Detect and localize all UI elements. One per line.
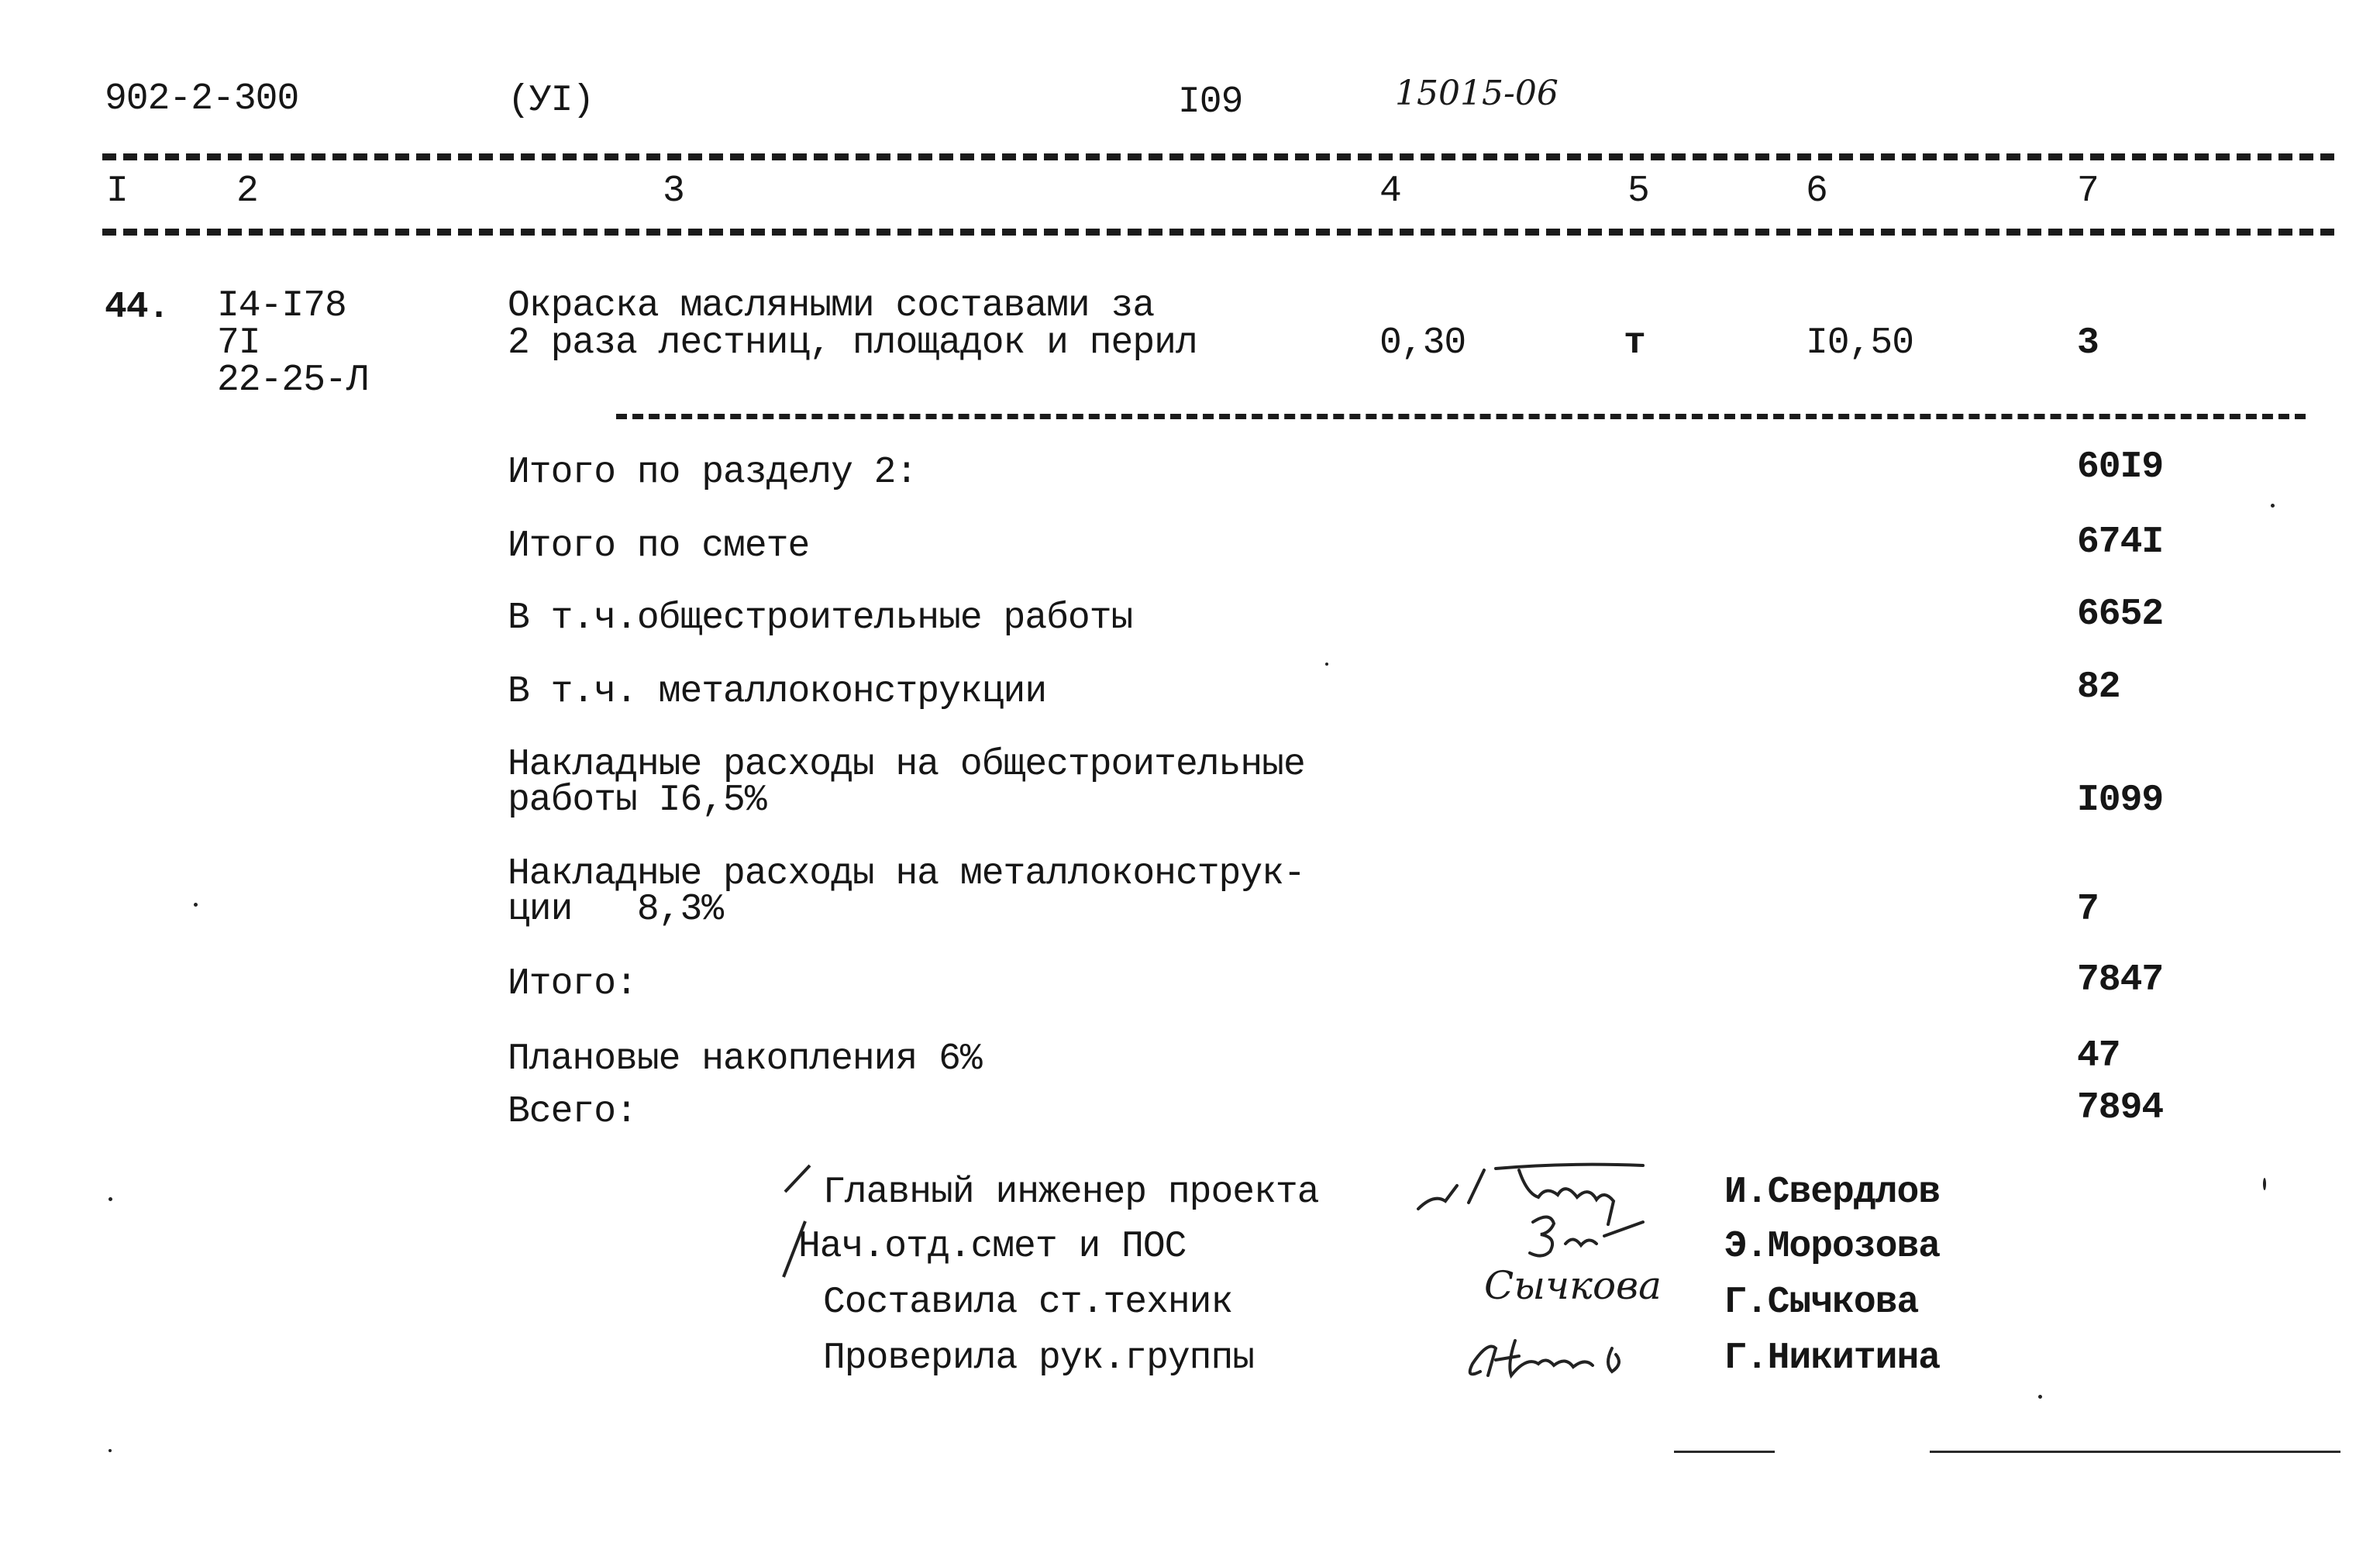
summary-label-section-total: Итого по разделу 2: bbox=[508, 452, 918, 494]
col-header-2: 2 bbox=[236, 170, 258, 212]
summary-value-overhead-general: I099 bbox=[2077, 780, 2164, 821]
summary-label-overhead-general-1: Накладные расходы на общестроительные bbox=[508, 744, 1305, 786]
summary-label-planned-savings: Плановые накопления 6% bbox=[508, 1038, 982, 1080]
summary-value-overhead-metal: 7 bbox=[2077, 889, 2099, 931]
item-code-3: 22-25-Л bbox=[217, 360, 368, 401]
scan-speck bbox=[2271, 504, 2275, 508]
col-header-1: I bbox=[106, 170, 128, 212]
summary-label-overhead-metal-1: Накладные расходы на металлоконструк- bbox=[508, 853, 1305, 895]
signature-name-nikitina: Г.Никитина bbox=[1724, 1337, 1941, 1379]
handwritten-number: 15015-06 bbox=[1395, 74, 1559, 113]
page-number: I09 bbox=[1178, 81, 1243, 123]
signature-name-sverdlov: И.Свердлов bbox=[1724, 1172, 1941, 1213]
summary-label-general-works: В т.ч.общестроительные работы bbox=[508, 597, 1133, 639]
summary-label-estimate-total: Итого по смете bbox=[508, 525, 810, 567]
item-code-2: 7I bbox=[217, 322, 260, 364]
summary-value-subtotal: 7847 bbox=[2077, 959, 2164, 1001]
summary-value-grand-total: 7894 bbox=[2077, 1087, 2164, 1129]
col-header-3: 3 bbox=[663, 170, 684, 212]
summary-value-section-total: 60I9 bbox=[2077, 446, 2164, 488]
item-quantity: 0,30 bbox=[1379, 322, 1466, 364]
summary-label-overhead-metal-2: ции 8,3% bbox=[508, 889, 724, 931]
header-top-rule bbox=[102, 153, 2334, 160]
item-bottom-rule bbox=[616, 414, 2306, 419]
bottom-rule-left bbox=[1674, 1451, 1775, 1453]
summary-label-overhead-general-2: работы I6,5% bbox=[508, 780, 766, 821]
item-unit: т bbox=[1624, 322, 1645, 364]
summary-value-planned-savings: 47 bbox=[2077, 1035, 2120, 1077]
item-code-1: I4-I78 bbox=[217, 285, 346, 327]
col-header-4: 4 bbox=[1379, 170, 1401, 212]
summary-label-grand-total: Всего: bbox=[508, 1091, 637, 1133]
summary-label-subtotal: Итого: bbox=[508, 963, 637, 1005]
item-total: 3 bbox=[2077, 322, 2099, 364]
bottom-rule-right bbox=[1930, 1451, 2340, 1453]
document-code: 902-2-300 bbox=[105, 78, 299, 120]
col-header-5: 5 bbox=[1627, 170, 1649, 212]
item-number: 44. bbox=[105, 287, 170, 329]
section-label: (УI) bbox=[508, 80, 594, 122]
summary-value-metal: 82 bbox=[2077, 666, 2120, 708]
scan-speck bbox=[2038, 1395, 2042, 1399]
scan-speck bbox=[108, 1197, 112, 1201]
signature-role-checked-by: Проверила рук.группы bbox=[823, 1337, 1255, 1379]
summary-value-estimate-total: 674I bbox=[2077, 522, 2164, 563]
scan-speck bbox=[2263, 1178, 2266, 1190]
header-bottom-rule bbox=[102, 229, 2334, 236]
signature-sychkova: Сычкова bbox=[1484, 1263, 1662, 1308]
summary-value-general-works: 6652 bbox=[2077, 594, 2164, 635]
signature-role-head-of-department: Нач.отд.смет и ПОС bbox=[798, 1226, 1187, 1268]
item-description-line-2: 2 раза лестниц, площадок и перил bbox=[508, 322, 1197, 364]
scan-speck bbox=[1325, 663, 1328, 666]
signature-nikitina bbox=[1457, 1317, 1705, 1387]
item-description-line-1: Окраска масляными составами за bbox=[508, 285, 1155, 327]
signature-role-chief-engineer: Главный инженер проекта bbox=[823, 1172, 1319, 1213]
scan-speck bbox=[194, 903, 198, 907]
summary-label-metal: В т.ч. металлоконструкции bbox=[508, 671, 1047, 713]
signature-name-morozova: Э.Морозова bbox=[1724, 1226, 1941, 1268]
signature-name-sychkova: Г.Сычкова bbox=[1724, 1282, 1919, 1324]
signature-role-compiled-by: Составила ст.техник bbox=[823, 1282, 1233, 1324]
scan-speck bbox=[108, 1449, 112, 1452]
col-header-7: 7 bbox=[2077, 170, 2099, 212]
signature-morozova bbox=[1519, 1205, 1674, 1267]
col-header-6: 6 bbox=[1806, 170, 1827, 212]
item-price: I0,50 bbox=[1806, 322, 1914, 364]
